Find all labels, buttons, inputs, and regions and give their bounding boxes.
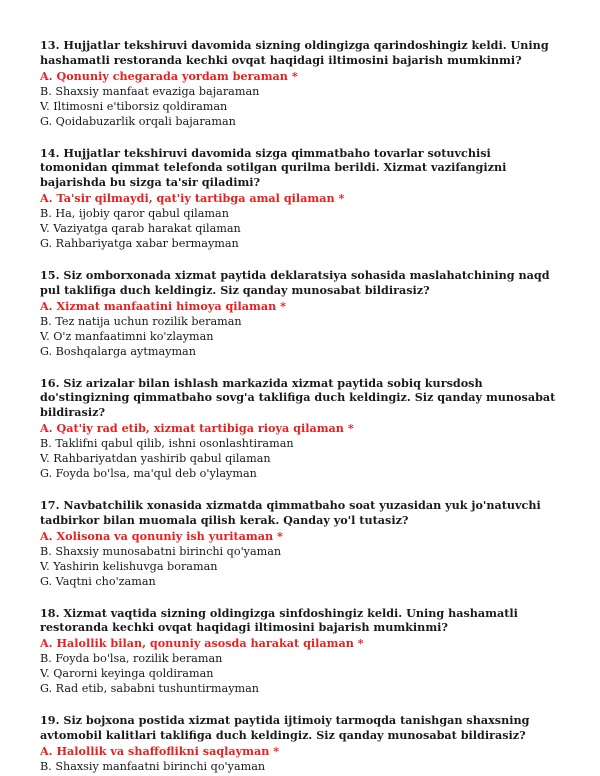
option: V. Iltimosni e'tiborsiz qoldiraman (40, 99, 228, 113)
option-correct: A. Halollik bilan, qonuniy asosda harakat qilaman * (40, 636, 364, 651)
option: G. Rad etib, sababni tushuntirmayman (40, 682, 259, 696)
option: V. Rahbariyatdan yashirib qabul qilaman (40, 451, 271, 465)
option: V. Vaziyatga qarab harakat qilaman (40, 221, 241, 235)
question-16 (40, 376, 560, 481)
option-correct: A. Qonuniy chegarada yordam beraman * (40, 68, 298, 83)
question-18 (40, 606, 560, 697)
question-14 (40, 146, 560, 251)
option: B. Ha, ijobiy qaror qabul qilaman (40, 206, 229, 220)
option-correct: A. Ta'sir qilmaydi, qat'iy tartibga amal qilaman * (40, 190, 345, 205)
option: V. Yashirin kelishuvga boraman (40, 559, 218, 573)
option: B. Foyda bo'lsa, rozilik beraman (40, 652, 223, 666)
question-text: 15. Siz omborxonada xizmat paytida deklaratsiya sohasida maslahatchining naqd pul taklifiga duch keldingiz. Siz qanday munosabat bildirasiz? (40, 267, 550, 297)
option: B. Shaxsiy manfaatni birinchi qo'yaman (40, 759, 266, 773)
option-correct: A. Qat'iy rad etib, xizmat tartibiga rioya qilaman * (40, 420, 354, 435)
option: G. Boshqalarga aytmayman (40, 344, 196, 358)
option-correct: A. Xolisona va qonuniy ish yuritaman * (40, 528, 283, 543)
option: V. O'z manfaatimni ko'zlayman (40, 329, 214, 343)
question-text: 18. Xizmat vaqtida sizning oldingizga sinfdoshingiz keldi. Uning hashamatli restoranda kechki ovqat haqidagi iltimosini bajarish mumkinmi? (40, 605, 518, 635)
question-text: 13. Hujjatlar tekshiruvi davomida sizning oldingizga qarindoshingiz keldi. Uning hashamatli restoranda kechki ovqat haqidagi iltimosini bajarish mumkinmi? (40, 38, 549, 67)
option: B. Shaxsiy munosabatni birinchi qo'yaman (40, 544, 282, 558)
question-text: 17. Navbatchilik xonasida xizmatda qimmatbaho soat yuzasidan yuk jo'natuvchi tadbirkor bilan muomala qilish kerak. Qanday yo'l tutasiz? (40, 497, 541, 527)
question-text: 19. Siz bojxona postida xizmat paytida ijtimoiy tarmoqda tanishgan shaxsning avtomobil kalitlari taklifiga duch keldingiz. Siz qanday munosabat bildirasiz? (40, 713, 530, 742)
option: B. Tez natija uchun rozilik beraman (40, 314, 242, 328)
question-17 (40, 498, 560, 589)
option-correct: A. Xizmat manfaatini himoya qilaman * (40, 298, 286, 313)
question-13 (40, 38, 560, 129)
option: B. Taklifni qabul qilib, ishni osonlashtiraman (40, 436, 294, 450)
option: G. Vaqtni cho'zaman (40, 574, 156, 588)
option: G. Rahbariyatga xabar bermayman (40, 236, 239, 250)
question-19 (40, 713, 560, 774)
option: G. Foyda bo'lsa, ma'qul deb o'ylayman (40, 466, 257, 480)
option: G. Qoidabuzarlik orqali bajaraman (40, 114, 236, 128)
option: B. Shaxsiy manfaat evaziga bajaraman (40, 84, 260, 98)
question-text: 14. Hujjatlar tekshiruvi davomida sizga qimmatbaho tovarlar sotuvchisi tomonidan qimmat telefonda sotilgan qurilma berildi. Xizmat vazifangizni bajarishda bu sizga ta'sir qiladimi? (40, 145, 507, 190)
question-text: 16. Siz arizalar bilan ishlash markazida xizmat paytida sobiq kursdosh do'stingizning qimmatbaho sovg'a taklifiga duch keldingiz. Siz qanday munosabat bildirasiz? (40, 375, 556, 420)
option: V. Qarorni keyinga qoldiraman (40, 667, 214, 681)
question-15 (40, 268, 560, 359)
option-correct: A. Halollik va shaffoflikni saqlayman * (40, 743, 280, 758)
